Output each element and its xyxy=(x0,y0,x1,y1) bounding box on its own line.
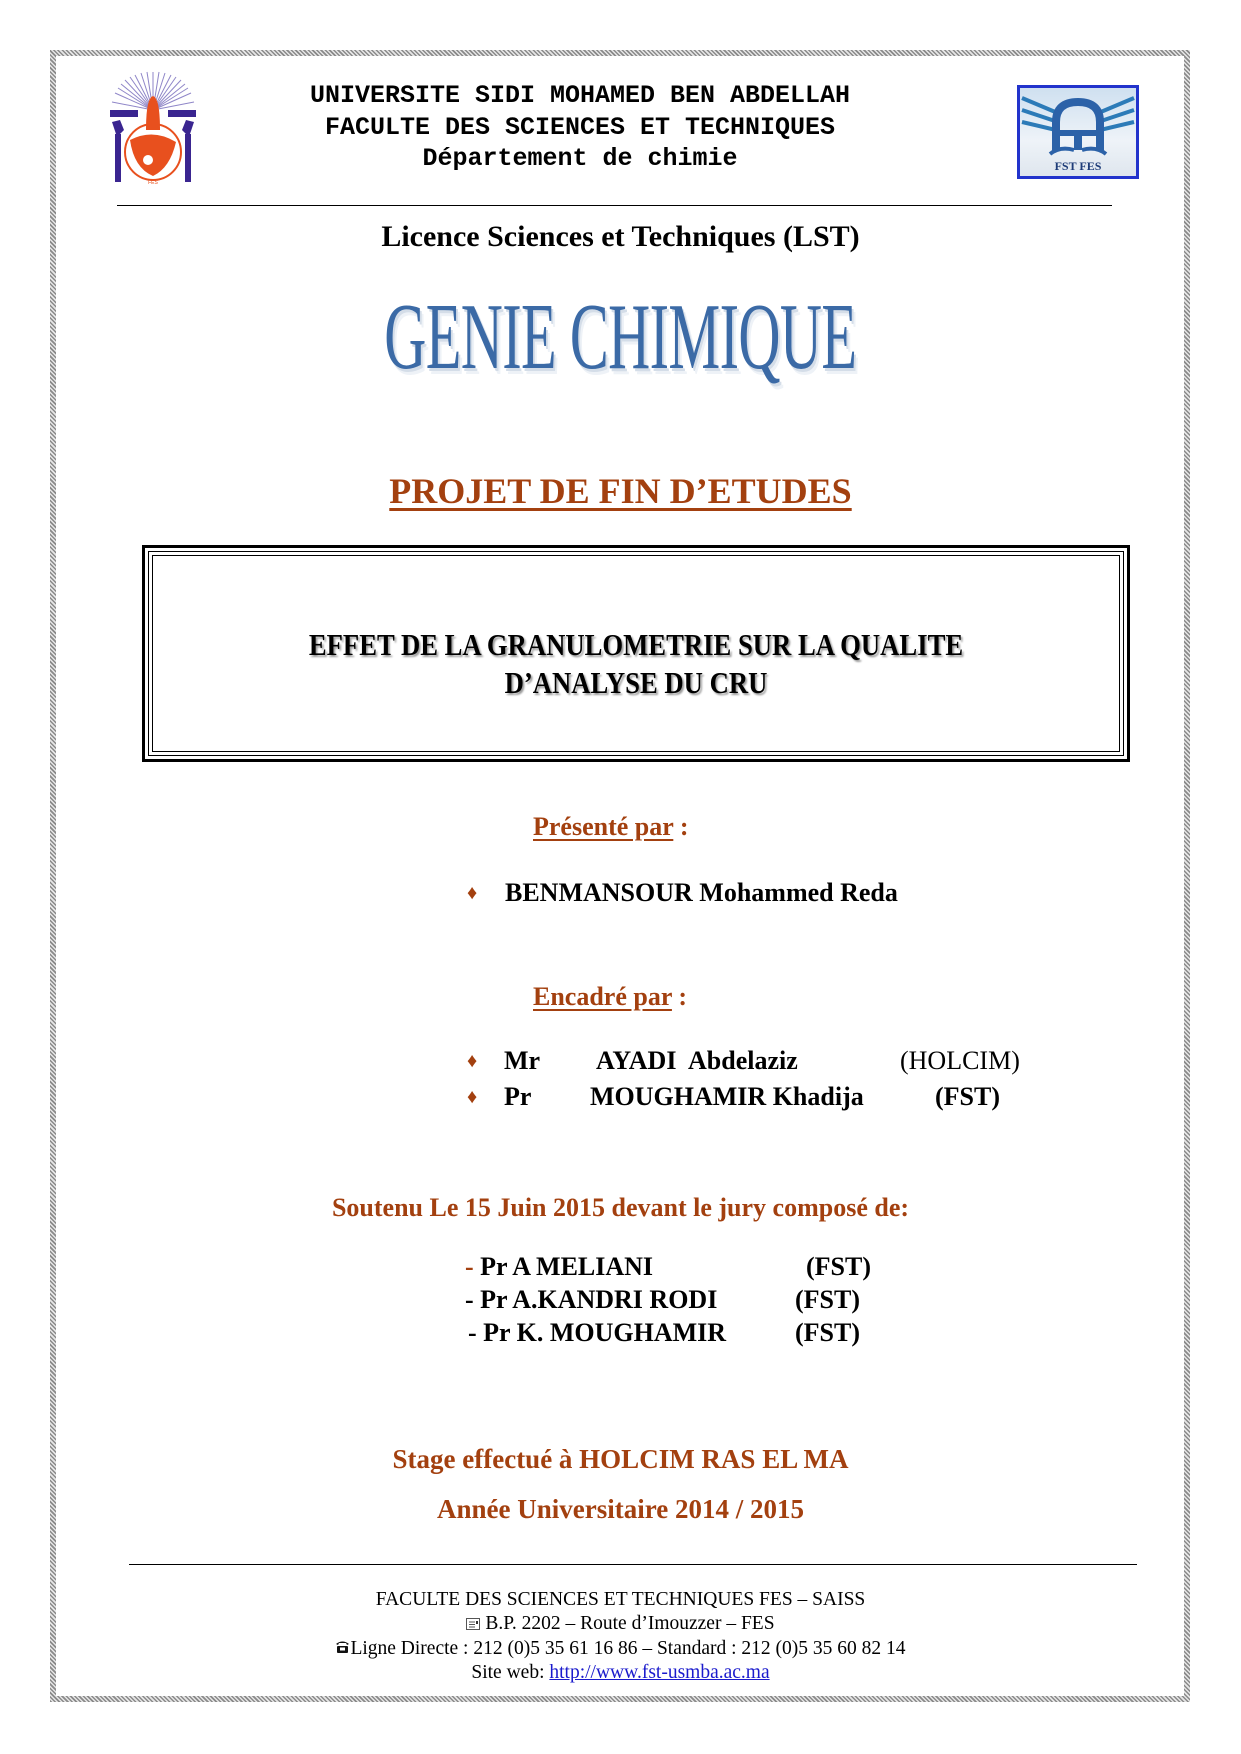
telephone-icon xyxy=(335,1637,350,1661)
supervisor-name: MOUGHAMIR Khadija xyxy=(590,1082,864,1111)
website-link[interactable]: http://www.fst-usmba.ac.ma xyxy=(549,1662,770,1684)
diamond-bullet-icon: ♦ xyxy=(467,882,478,904)
supervisor-title: Pr xyxy=(504,1082,532,1111)
institution-header xyxy=(240,80,920,175)
thesis-title xyxy=(214,626,1059,702)
footer-address: B.P. 2202 – Route d’Imouzzer – FES xyxy=(0,1612,1241,1637)
fst-fes-logo-icon xyxy=(1017,85,1139,179)
presented-by-label: Présenté par xyxy=(533,812,674,841)
thesis-title-line-1: EFFET DE LA GRANULOMETRIE SUR LA QUALITE xyxy=(308,627,964,662)
thesis-title-line-2: D’ANALYSE DU CRU xyxy=(504,665,768,700)
thesis-title-box xyxy=(142,545,1130,762)
department-name: Département de chimie xyxy=(422,144,738,173)
program-title: Licence Sciences et Techniques (LST) xyxy=(381,220,860,253)
supervisor-affiliation: (HOLCIM) xyxy=(900,1046,1020,1075)
document-type xyxy=(0,470,1241,512)
jury-member: - Pr A MELIANI xyxy=(465,1252,654,1281)
jury-affiliation: (FST) xyxy=(806,1252,871,1281)
header-divider xyxy=(117,205,1112,206)
academic-year: Année Universitaire 2014 / 2015 xyxy=(437,1494,804,1524)
footer-phone: Ligne Directe : 212 (0)5 35 61 16 86 – Standard : 212 (0)5 35 60 82 14 xyxy=(0,1637,1241,1662)
diamond-bullet-icon: ♦ xyxy=(467,1086,478,1108)
faculty-name: FACULTE DES SCIENCES ET TECHNIQUES xyxy=(324,112,836,142)
footer-divider xyxy=(129,1564,1137,1565)
svg-text:FST FES: FST FES xyxy=(1054,159,1102,173)
specialty-title: GENIE CHIMIQUE xyxy=(384,285,857,389)
presented-by-heading: Présenté par : xyxy=(533,812,689,841)
supervised-by-label: Encadré par xyxy=(533,982,672,1011)
supervised-by-heading: Encadré par : xyxy=(533,982,688,1011)
mailbox-icon xyxy=(466,1613,480,1637)
internship-location: Stage effectué à HOLCIM RAS EL MA xyxy=(392,1444,849,1474)
footer xyxy=(0,1588,1241,1685)
footer-website: Site web: http://www.fst-usmba.ac.ma xyxy=(471,1662,770,1684)
diamond-bullet-icon: ♦ xyxy=(467,1050,478,1072)
usmba-emblem-icon xyxy=(108,70,198,188)
student-name: BENMANSOUR Mohammed Reda xyxy=(505,878,898,907)
supervisor-affiliation: (FST) xyxy=(935,1082,1000,1111)
jury-affiliation: (FST) xyxy=(795,1318,860,1347)
supervisor-name: AYADI Abdelaziz xyxy=(596,1046,798,1075)
footer-institution: FACULTE DES SCIENCES ET TECHNIQUES FES – SAISS xyxy=(375,1589,866,1610)
jury-member: - Pr K. MOUGHAMIR xyxy=(468,1318,727,1347)
defense-statement: Soutenu Le 15 Juin 2015 devant le jury composé de: xyxy=(331,1193,910,1222)
jury-member: - Pr A.KANDRI RODI xyxy=(465,1285,718,1314)
svg-text:FES: FES xyxy=(148,180,158,186)
document-type-label: PROJET DE FIN D’ETUDES xyxy=(389,471,852,511)
jury-affiliation: (FST) xyxy=(795,1285,860,1314)
supervisor-title: Mr xyxy=(504,1046,541,1075)
university-name: UNIVERSITE SIDI MOHAMED BEN ABDELLAH xyxy=(309,81,851,110)
